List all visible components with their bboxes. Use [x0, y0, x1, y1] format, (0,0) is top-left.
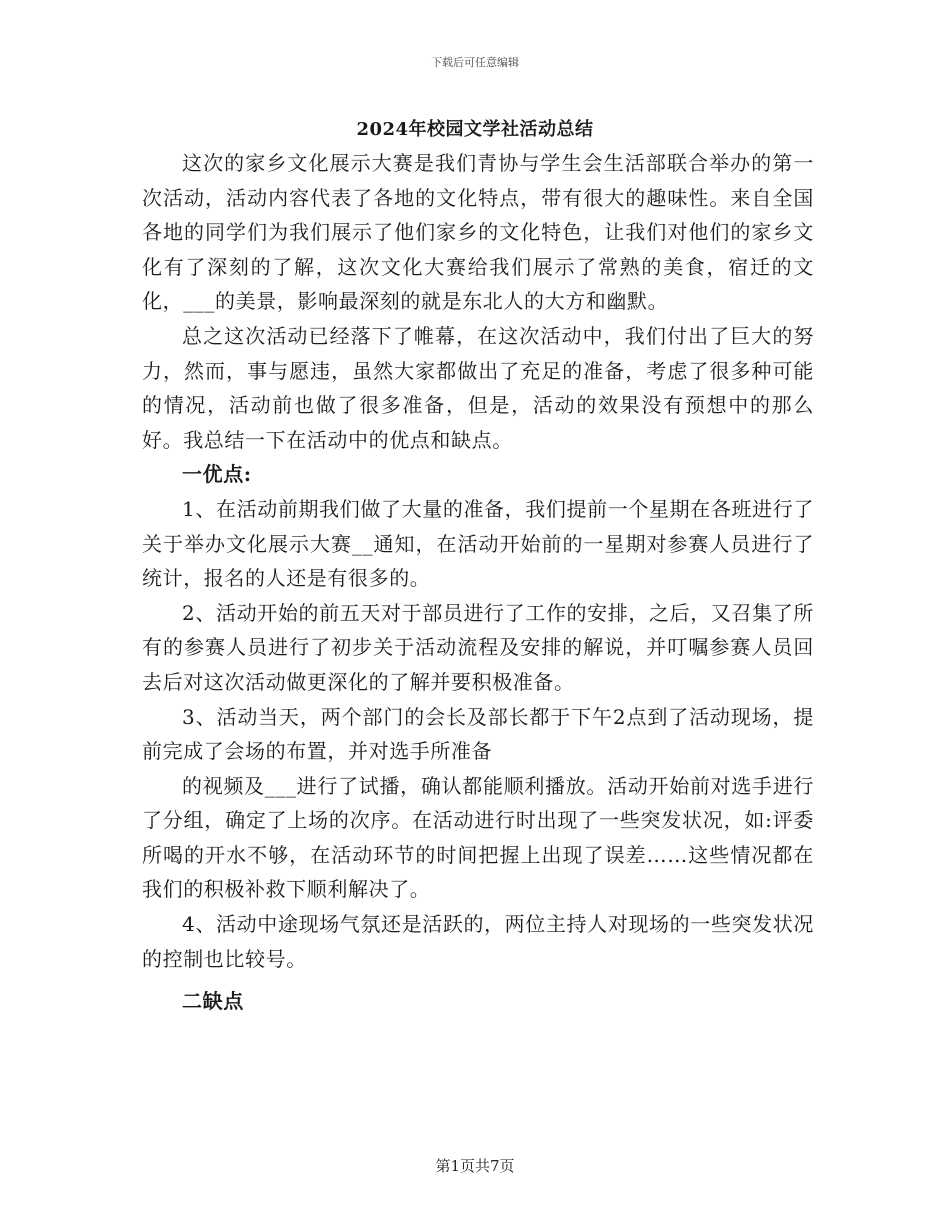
document-body: [142, 146, 814, 1019]
section-heading-advantages: 一优点:: [182, 462, 252, 487]
document-title: 2024年校园文学社活动总结: [356, 119, 594, 140]
list-item-advantage-1: 1、在活动前期我们做了大量的准备，我们提前一个星期在各班进行了关于举办文化展示大赛__通知，在活动开始前的一星期对参赛人员进行了统计，报名的人还是有很多的。: [142, 496, 814, 591]
list-item-advantage-4: 4、活动中途现场气氛还是活跃的，两位主持人对现场的一些突发状况的控制也比较号。: [142, 912, 814, 971]
list-item-advantage-2: 2、活动开始的前五天对于部员进行了工作的安排，之后，又召集了所有的参赛人员进行了初步关于活动流程及安排的解说，并叮嘱参赛人员回去后对这次活动做更深化的了解并要积极准备。: [142, 600, 814, 694]
page-number-indicator: 第1页共7页: [435, 1157, 515, 1175]
paragraph-intro: 这次的家乡文化展示大赛是我们青协与学生会生活部联合举办的第一次活动，活动内容代表了各地的文化特点，带有很大的趣味性。来自全国各地的同学们为我们展示了他们家乡的文化特色，让我们对他们的家乡文化有了深刻的了解，这次文化大赛给我们展示了常熟的美食，宿迁的文化，___的美景，影响最深刻的就是东北人的大方和幽默。: [142, 151, 814, 314]
page-header-note: 下载后可任意编辑: [431, 56, 519, 69]
section-heading-disadvantages: 二缺点: [182, 989, 244, 1014]
list-item-advantage-3-continued: 的视频及___进行了试播，确认都能顺利播放。活动开始前对选手进行了分组，确定了上场的次序。在活动进行时出现了一些突发状况，如:评委所喝的开水不够，在活动环节的时间把握上出现了误差……这些情况都在我们的积极补救下顺利解决了。: [142, 773, 814, 902]
list-item-advantage-3: 3、活动当天，两个部门的会长及部长都于下午2点到了活动现场，提前完成了会场的布置，并对选手所准备: [142, 704, 814, 764]
paragraph-summary: 总之这次活动已经落下了帷幕，在这次活动中，我们付出了巨大的努力，然而，事与愿违，虽然大家都做出了充足的准备，考虑了很多种可能的情况，活动前也做了很多准备，但是，活动的效果没有预想中的那么好。我总结一下在活动中的优点和缺点。: [142, 323, 814, 452]
